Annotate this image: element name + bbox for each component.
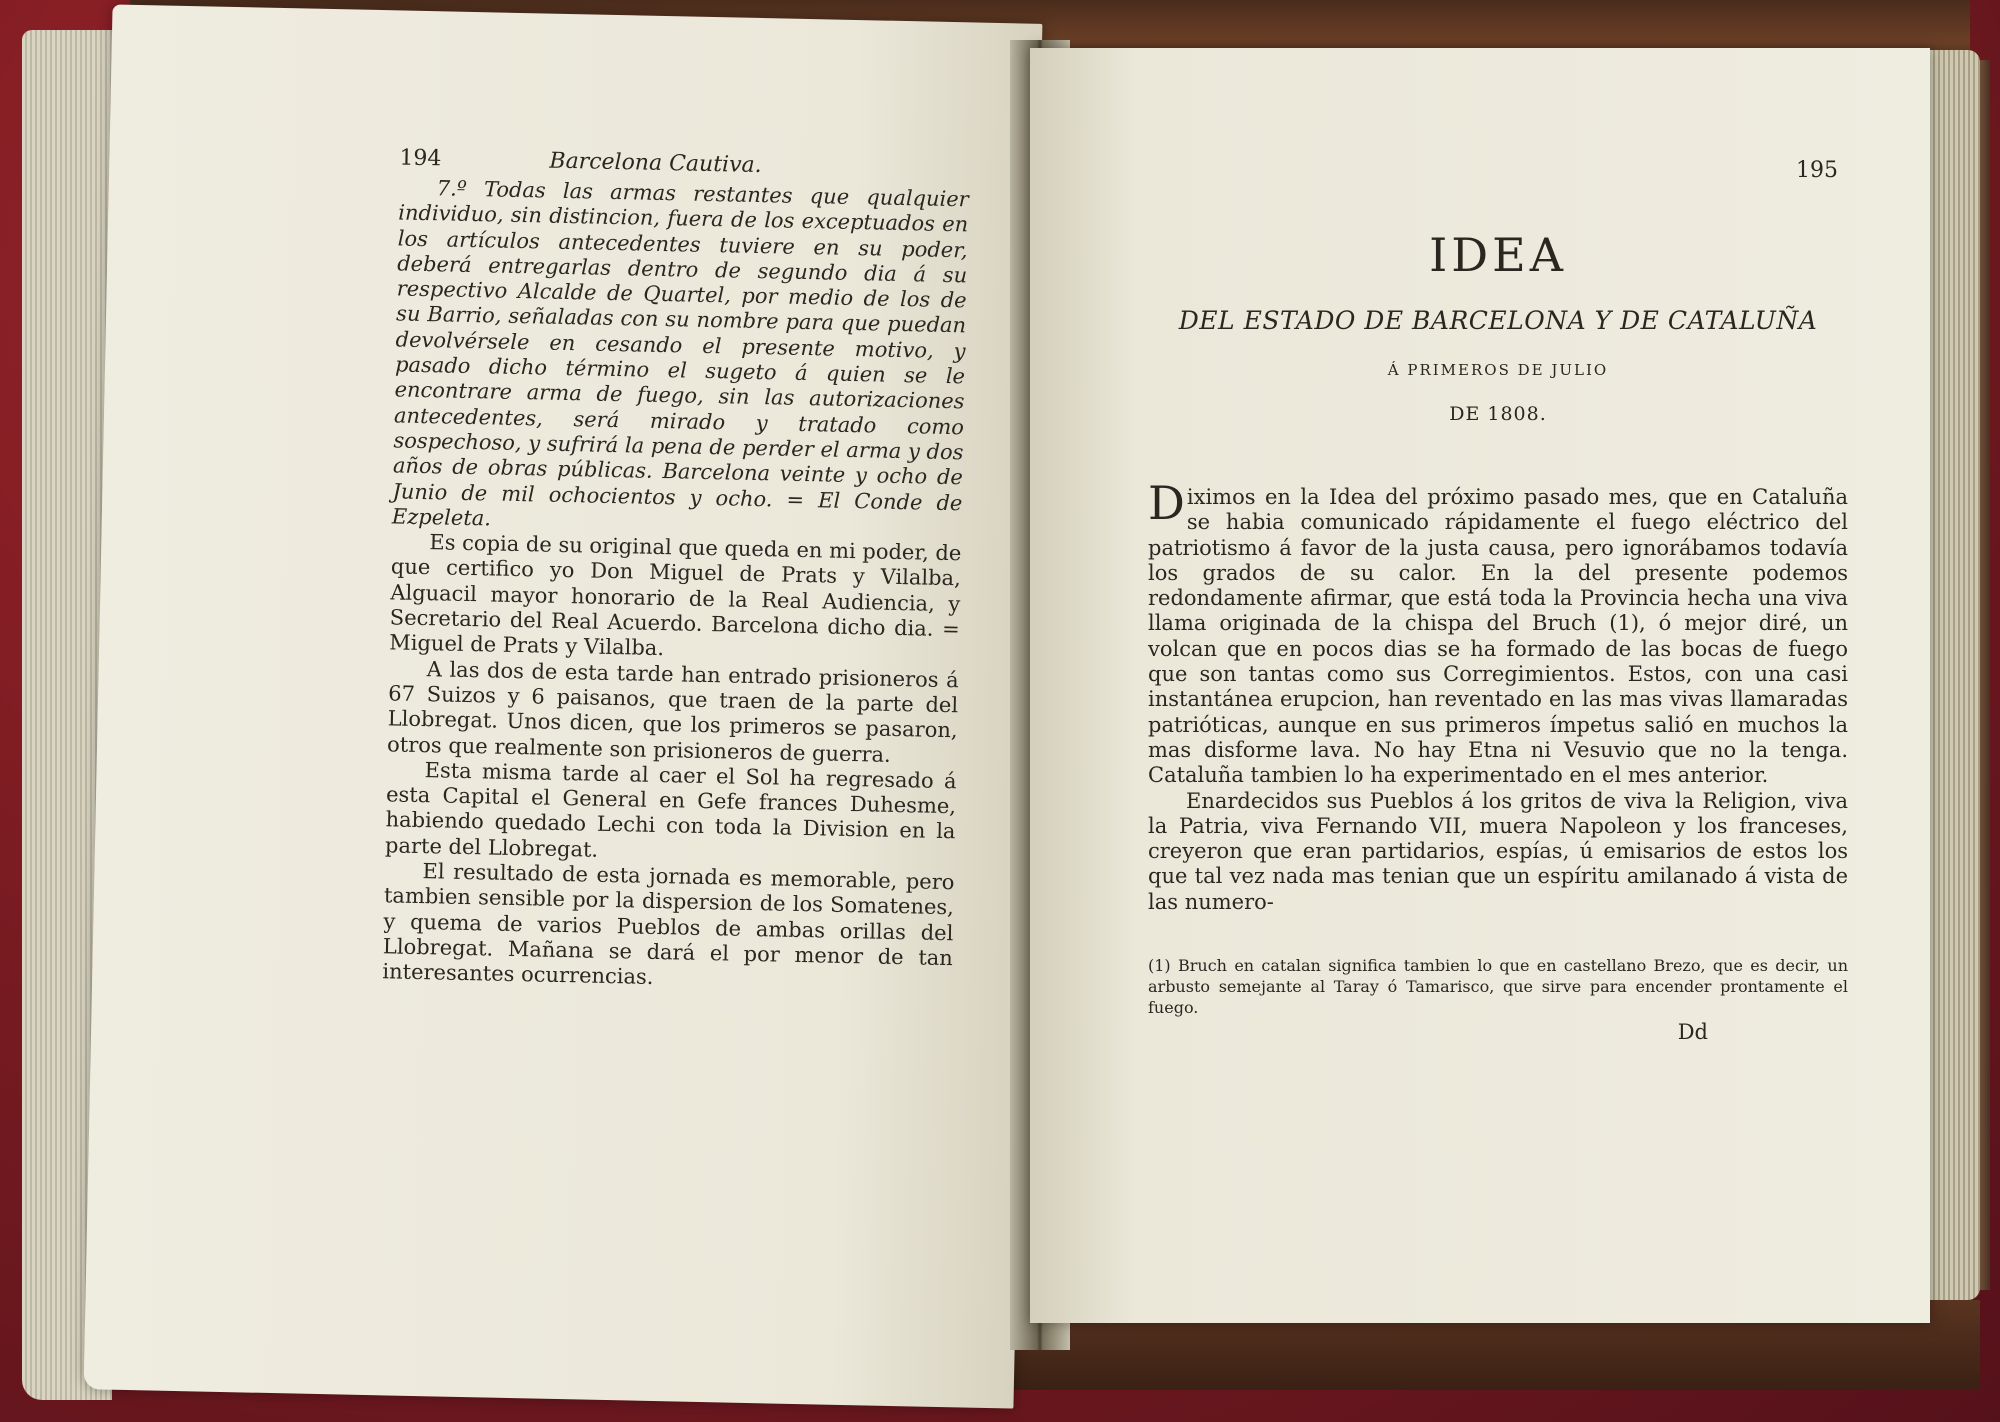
section-year-line: DE 1808. (1449, 403, 1547, 425)
right-page-body (1148, 476, 1848, 915)
paragraph: Esta misma tarde al caer el Sol ha regresado á esta Capital el General en Gefe frances Duhesme, habiendo quedado Lechi con toda la Division en la parte del Llobregat. (384, 757, 957, 862)
section-title: IDEA (1429, 228, 1567, 282)
page-number-left: 194 (399, 145, 442, 172)
paragraph: A las dos de esta tarde han entrado prisioneros á 67 Suizos y 6 paisanos, que traen de la parte del Llobregat. Unos dicen, que los primeros se pasaron, otros que realmente son prisioneros de guerra. (386, 656, 959, 767)
right-page-header (1148, 148, 1848, 183)
running-head: Barcelona Cautiva. (549, 148, 762, 179)
footnote: (1) Bruch en catalan significa tambien lo que en castellano Brezo, que es decir, un arbusto semejante al Taray ó Tamarisco, que sirve para encender prontamente el fuego. (1148, 956, 1848, 1018)
right-page (1030, 48, 1930, 1323)
page-number-right: 195 (1796, 158, 1838, 183)
paragraph: Es copia de su original que queda en mi poder, de que certifico yo Don Miguel de Prats y Vilalba, Alguacil mayor honorario de la Real Audiencia, y Secretario del Real Acuerdo. Barcelona dicho dia. = Miguel de Prats y Vilalba. (389, 530, 962, 661)
paragraph (1148, 476, 1848, 789)
drop-cap: D (1148, 476, 1185, 530)
paragraph: Enardecidos sus Pueblos á los gritos de viva la Religion, viva la Patria, viva Fernando VII, muera Napoleon y los franceses, creyeron que eran partidarios, espías, ú emisarios de estos los que tal vez nada mas tenian que un espíritu amilanado á vista de las numero- (1148, 788, 1848, 914)
left-page (84, 4, 1043, 1408)
signature-mark: Dd (1677, 1020, 1708, 1045)
section-date-line: Á PRIMEROS DE JULIO (1387, 361, 1609, 379)
paragraph: 7.º Todas las armas restantes que qualquier individuo, sin distincion, fuera de los exceptuados en los artículos antecedentes tuviere en su poder, deberá entregarlas dentro de segundo dia á su respectivo Alcalde de Quartel, por medio de los de su Barrio, señaladas con su nombre para que puedan devolvérsele en cesando el presente motivo, y pasado dicho término el sugeto á quien se le encontrare arma de fuego, sin las autorizaciones antecedentes, será mirado y tratado como sospechoso, y sufrirá la pena de perder el arma y dos años de obras públicas. Barcelona veinte y ocho de Junio de mil ochocientos y ocho. = El Conde de Ezpeleta. (391, 176, 969, 531)
paragraph-text: iximos en la Idea del próximo pasado mes, que en Cataluña se habia comunicado rápidamente el fuego eléctrico del patriotismo á favor de la justa causa, pero ignorábamos todavía los grados de su calor. En la del presente podemos redondamente afirmar, que está toda la Provincia hecha una viva llama originada de la chispa del Bruch (1), ó mejor diré, un volcan que en pocos dias se ha formado de las bocas de fuego que son tantas como sus Corregimientos. Estos, con una casi instantánea erupcion, han reventado en las mas vivas llamaradas patrióticas, aunque en sus primeros ímpetus salió en muchos la mas disforme lava. No hay Etna ni Vesuvio que no la tenga. Cataluña tambien lo ha experimentado en el mes anterior. (1148, 485, 1848, 788)
paragraph: El resultado de esta jornada es memorable, pero tambien sensible por la dispersion de los Somatenes, y quema de varios Pueblos de ambas orillas del Llobregat. Mañana se dará el por menor de tan interesantes ocurrencias. (382, 859, 955, 990)
section-subtitle: DEL ESTADO DE BARCELONA Y DE CATALUÑA (1178, 306, 1818, 335)
